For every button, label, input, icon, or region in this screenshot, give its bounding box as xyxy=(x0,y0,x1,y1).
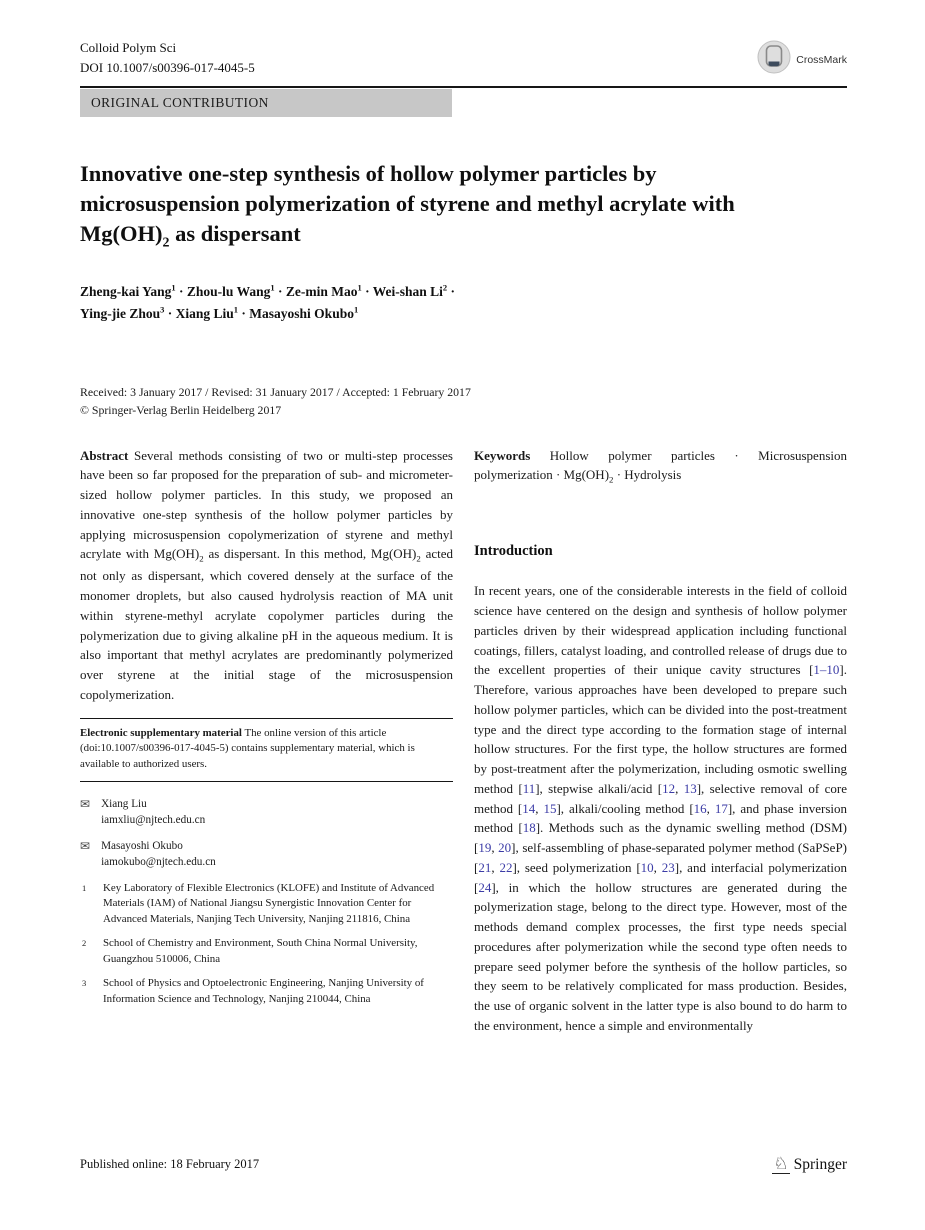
journal-name: Colloid Polym Sci xyxy=(80,40,177,55)
article-title: Innovative one-step synthesis of hollow polymer particles by microsuspension polymerization of styrene and methyl acrylate with $Mg(OH)_2$ as dispersant xyxy=(80,161,735,251)
doi-line: DOI 10.1007/s00396-017-4045-5 xyxy=(80,60,255,76)
springer-knight-icon: ♘ xyxy=(773,1154,789,1173)
envelope-icon: ✉ xyxy=(80,838,91,853)
correspondent xyxy=(101,797,205,829)
correspondence-entry xyxy=(80,797,453,829)
copyright-line: © Springer-Verlag Berlin Heidelberg 2017 xyxy=(80,402,282,417)
affiliations-block xyxy=(80,881,453,1007)
right-column xyxy=(474,446,847,1036)
affiliation-text: Key Laboratory of Flexible Electronics (KLOFE) and Institute of Advanced Materials (IAM) of National Jiangsu Synergistic Innovation Center for Advanced Materials, Nanjing Tech University, Nanjing 211816, China xyxy=(103,881,435,925)
introduction-heading: Introduction xyxy=(474,543,553,560)
correspondent xyxy=(101,839,216,871)
springer-logo xyxy=(772,1155,847,1174)
introduction-paragraph: In recent years, one of the considerable interests in the field of colloid science have centered on the design and synthesis of hollow polymer particles driven by their widespread application including functional coatings, fillers, catalyst loading, and controlled release of drugs due to the excellent properties of their unique cavity structures [1–10]. Therefore, various approaches have been developed to prepare such hollow polymer particles, which can be divided into the post-treatment type and the direct type according to the formation stage of internal hollow structures. For the first type, the hollow structures are formed by post-treatment after the polymerization, including osmotic swelling method [11], stepwise alkali/acid [12, 13], selective removal of core method [14, 15], alkali/cooling method [16, 17], and phase inversion method [18]. Methods such as the dynamic swelling method (DSM) [19, 20], self-assembling of phase-separated polymer method (SaPSeP) [21, 22], seed polymerization [10, 23], and interfacial polymerization [24], in which the hollow structures are generated during the polymerization stage, belong to the direct type. However, most of the methods demand complex processes, the first type needs special procedures after polymerization while the second type often needs to prepare seed polymer before the synthesis of the hollow particles, so they seem to be relatively complicated for mass production. Besides, the use of organic solvent in the latter type is also bound to do harm to the environment, hence a simple and environmentally xyxy=(474,583,848,1033)
left-column xyxy=(80,446,453,1036)
crossmark-label: CrossMark xyxy=(796,53,847,66)
crossmark-icon xyxy=(757,40,791,79)
abstract-paragraph: Abstract Several methods consisting of two or multi-step processes have been so far proposed for the preparation of sub- and micrometer-sized hollow polymer particles. In this study, we proposed an innovative one-step synthesis of the hollow polymer particles by applying microsuspension copolymerization of styrene and methyl acrylate with $Mg(OH)_2$ as dispersant. In this method, $Mg(OH)_2$ acted not only as dispersant, which covered densely at the surface of the monomer droplets, but also caused hydrolysis reaction of MA unit within styrene-methyl acrylate copolymer particles during the polymerization due to giving alkaline pH in the aqueous medium. It is also important that methyl acrylates are predominantly polymerized over styrene at the initial stage of the microsuspension copolymerization. xyxy=(80,447,453,702)
affiliation-number: 3 xyxy=(82,978,87,989)
affiliation-text: School of Chemistry and Environment, South China Normal University, Guangzhou 510006, China xyxy=(103,937,418,965)
affiliation-number: 1 xyxy=(82,882,87,893)
supplementary-note: Electronic supplementary material The online version of this article (doi:10.1007/s00396-017-4045-5) contains supplementary material, which is available to authorized users. xyxy=(80,718,453,782)
affiliation-text: School of Physics and Optoelectronic Engineering, Nanjing University of Information Science and Technology, Nanjing 210044, China xyxy=(103,977,424,1005)
keywords-paragraph: Keywords Hollow polymer particles · Microsuspension polymerization · $Mg(OH)_2$ · Hydrolysis xyxy=(474,447,847,485)
article-type-banner xyxy=(80,89,452,117)
correspondence-entry xyxy=(80,839,453,871)
envelope-icon: ✉ xyxy=(80,797,91,812)
two-column-body xyxy=(80,446,847,1036)
author-line-1: Zheng-kai Yang$^1$ · Zhou-lu Wang$^1$ · Ze-min Mao$^1$ · Wei-shan $Li^2$ · xyxy=(80,282,455,299)
published-online-line: Published online: 18 February 2017 xyxy=(80,1157,260,1171)
affiliation-number: 2 xyxy=(82,938,87,949)
crossmark-badge[interactable] xyxy=(757,40,847,79)
correspondence-block xyxy=(80,797,453,871)
affiliation-entry xyxy=(80,976,453,1007)
author-line-2: Ying-jie Zhou$^3$ · Xiang Liu$^1$ · Masayoshi Okubo$^1$ xyxy=(80,304,359,321)
author-list xyxy=(80,281,847,325)
header-rule xyxy=(80,86,847,88)
journal-block xyxy=(80,38,255,78)
correspondent-name: Xiang Liu xyxy=(101,798,147,811)
page-footer xyxy=(80,1155,847,1174)
article-type-label: ORIGINAL CONTRIBUTION xyxy=(91,95,269,110)
affiliation-entry xyxy=(80,936,453,967)
correspondent-email[interactable]: iamxliu@njtech.edu.cn xyxy=(101,813,206,826)
page-header xyxy=(80,38,847,79)
correspondent-email[interactable]: iamokubo@njtech.edu.cn xyxy=(101,855,216,868)
springer-wordmark: Springer xyxy=(793,1155,847,1173)
dates-line: Received: 3 January 2017 / Revised: 31 January 2017 / Accepted: 1 February 2017 xyxy=(80,384,471,399)
affiliation-entry xyxy=(80,881,453,927)
correspondent-name: Masayoshi Okubo xyxy=(101,839,183,852)
